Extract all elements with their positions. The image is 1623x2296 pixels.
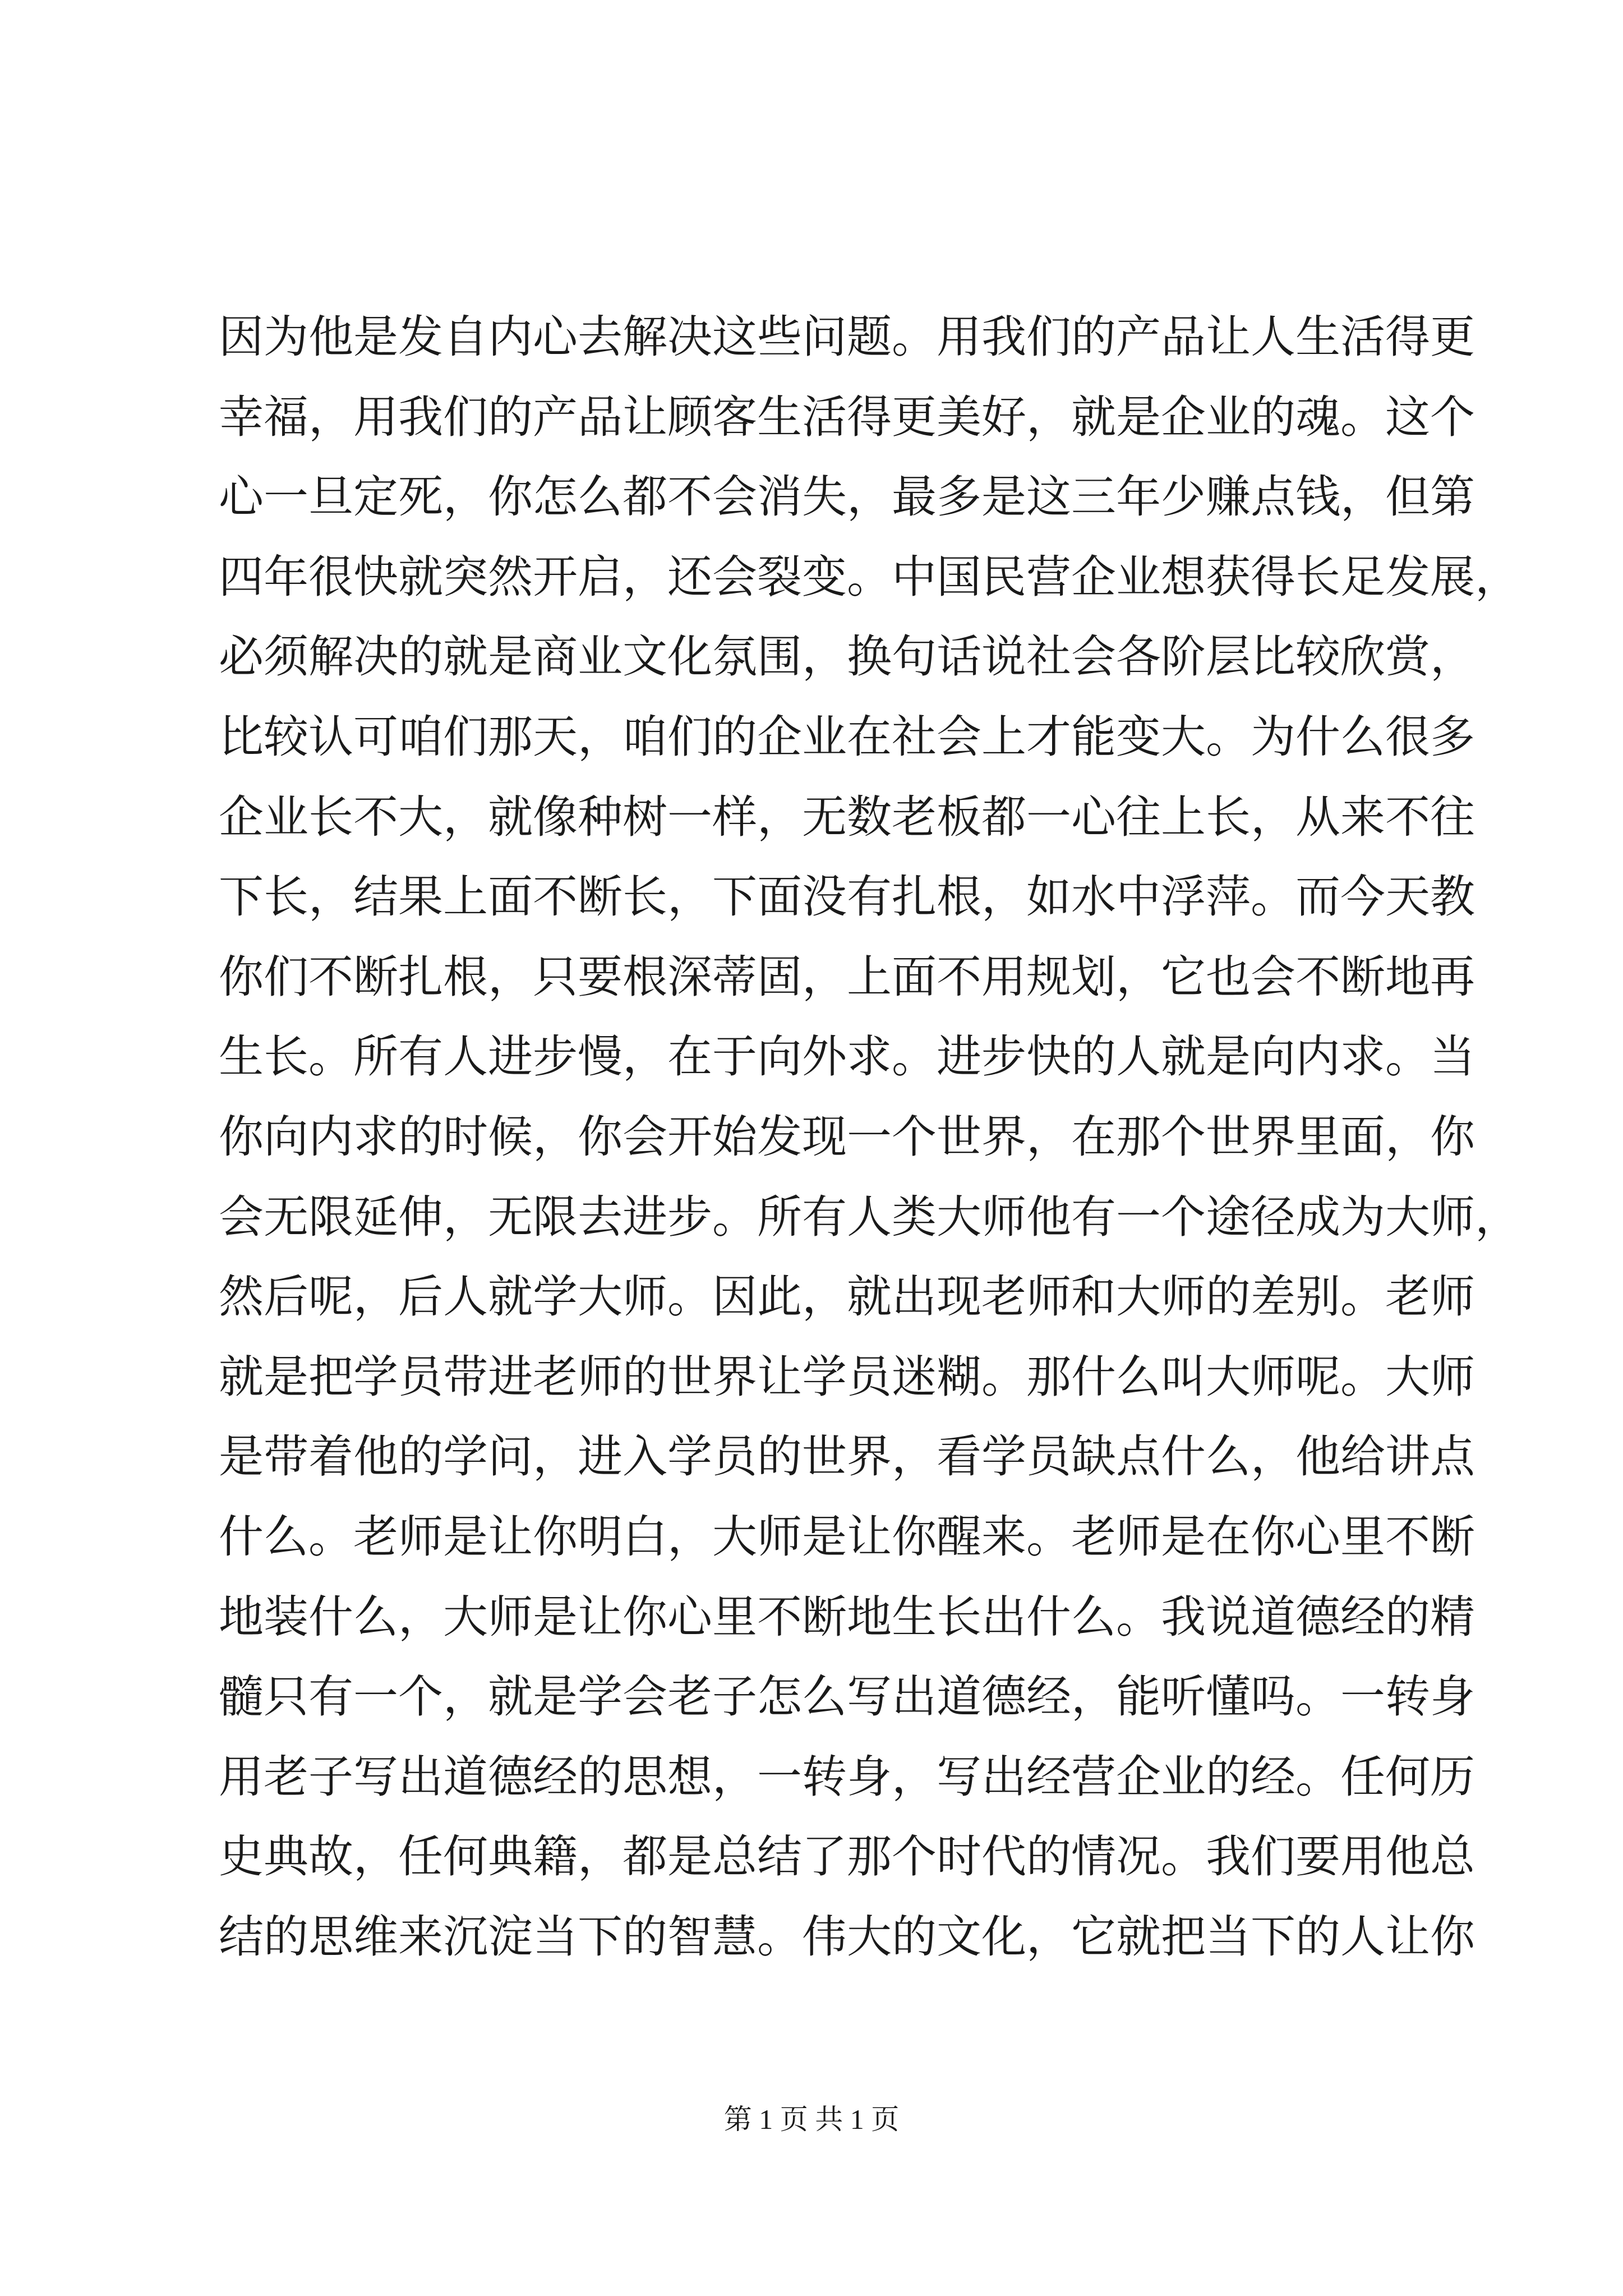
text-line: 四年很快就突然开启，还会裂变。中国民营企业想获得长足发展， bbox=[219, 550, 1520, 603]
text-line: 就是把学员带进老师的世界让学员迷糊。那什么叫大师呢。大师 bbox=[219, 1350, 1475, 1403]
text-line: 你们不断扎根，只要根深蒂固，上面不用规划，它也会不断地再 bbox=[219, 950, 1475, 1003]
body-text bbox=[219, 297, 1520, 1977]
text-line: 会无限延伸，无限去进步。所有人类大师他有一个途径成为大师， bbox=[219, 1190, 1520, 1243]
text-line: 然后呢，后人就学大师。因此，就出现老师和大师的差别。老师 bbox=[219, 1271, 1475, 1323]
text-line: 心一旦定死，你怎么都不会消失，最多是这三年少赚点钱，但第 bbox=[219, 471, 1475, 523]
text-line: 下长，结果上面不断长，下面没有扎根，如水中浮萍。而今天教 bbox=[219, 871, 1475, 923]
text-line: 幸福，用我们的产品让顾客生活得更美好，就是企业的魂。这个 bbox=[219, 390, 1475, 443]
text-line: 企业长不大，就像种树一样，无数老板都一心往上长，从来不往 bbox=[219, 790, 1475, 843]
text-line: 髓只有一个，就是学会老子怎么写出道德经，能听懂吗。一转身 bbox=[219, 1671, 1475, 1723]
text-line: 因为他是发自内心去解决这些问题。用我们的产品让人生活得更 bbox=[219, 311, 1475, 363]
text-line: 用老子写出道德经的思想，一转身，写出经营企业的经。任何历 bbox=[219, 1750, 1475, 1803]
text-line: 你向内求的时候，你会开始发现一个世界，在那个世界里面，你 bbox=[219, 1110, 1475, 1163]
text-line: 地装什么，大师是让你心里不断地生长出什么。我说道德经的精 bbox=[219, 1590, 1475, 1643]
text-line: 什么。老师是让你明白，大师是让你醒来。老师是在你心里不断 bbox=[219, 1510, 1475, 1563]
page-footer: 第 1 页 共 1 页 bbox=[723, 2104, 900, 2135]
text-line: 史典故，任何典籍，都是总结了那个时代的情况。我们要用他总 bbox=[219, 1830, 1475, 1883]
text-line: 是带着他的学问，进入学员的世界，看学员缺点什么，他给讲点 bbox=[219, 1430, 1475, 1483]
text-line: 结的思维来沉淀当下的智慧。伟大的文化，它就把当下的人让你 bbox=[219, 1910, 1475, 1963]
text-line: 必须解决的就是商业文化氛围，换句话说社会各阶层比较欣赏， bbox=[219, 631, 1475, 683]
text-line: 生长。所有人进步慢，在于向外求。进步快的人就是向内求。当 bbox=[219, 1030, 1475, 1083]
text-line: 比较认可咱们那天，咱们的企业在社会上才能变大。为什么很多 bbox=[219, 710, 1475, 763]
